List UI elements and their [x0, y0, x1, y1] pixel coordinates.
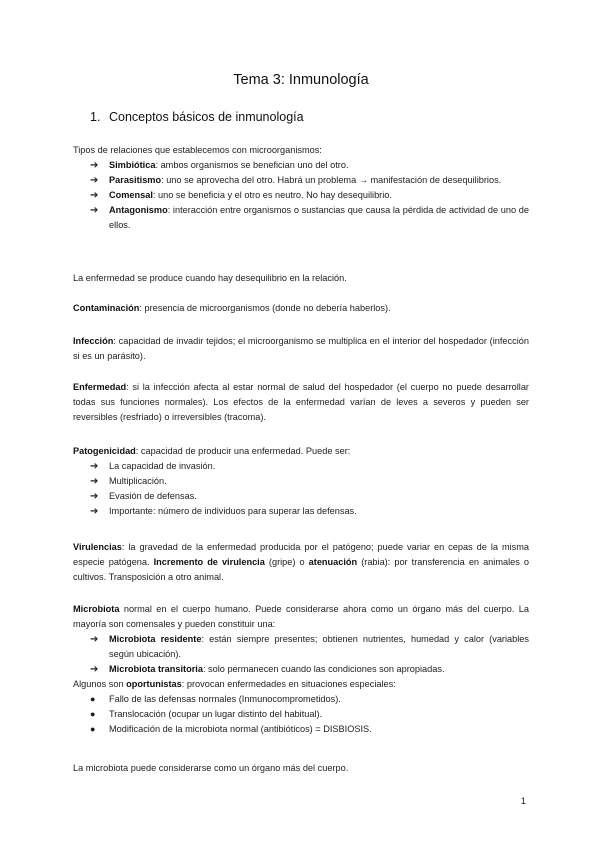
- arrow-icon: ➔: [90, 476, 99, 487]
- list-item: ➔ La capacidad de invasión.: [90, 461, 216, 472]
- disease-paragraph: La enfermedad se produce cuando hay desequilibrio en la relación.: [73, 273, 347, 283]
- arrow-icon: ➔: [90, 205, 99, 216]
- arrow-icon: ➔: [90, 634, 99, 645]
- list-item: ➔ Microbiota residente: están siempre presentes; obtienen nutrientes, humedad y calor (variables según ubicación).: [90, 634, 529, 659]
- relations-list: [73, 158, 529, 233]
- list-item: ● Fallo de las defensas normales (Inmunocomprometidos).: [73, 692, 529, 707]
- enfermedad-paragraph: Enfermedad: si la infección afecta al estar normal de salud del hospedador (el cuerpo no puede desarrollar todas sus funciones normales). Los efectos de la enfermedad varían de leves a severos y pueden ser reversibles (resfriado) o irreversibles (tracoma).: [73, 382, 529, 422]
- arrow-icon: ➔: [90, 160, 99, 171]
- oportunistas-line: Algunos son oportunistas: provocan enfermedades en situaciones especiales:: [73, 679, 396, 689]
- infeccion-paragraph: Infección: capacidad de invadir tejidos; el microorganismo se multiplica en el interior del hospedador (infección si es un parásito).: [73, 336, 529, 361]
- section-heading: [90, 110, 304, 125]
- list-item: ➔ Microbiota transitoria: solo permanecen cuando las condiciones son apropiadas.: [90, 664, 445, 675]
- list-item: ➔ Importante: número de individuos para superar las defensas.: [90, 506, 357, 517]
- arrow-icon: ➔: [90, 190, 99, 201]
- list-item: ● Translocación (ocupar un lugar distinto del habitual).: [73, 707, 529, 722]
- list-item: ➔ Antagonismo: interacción entre organismos o sustancias que causa la pérdida de actividad de uno de ellos.: [90, 205, 529, 230]
- arrow-icon: ➔: [90, 664, 99, 675]
- list-item: ➔ Simbiótica: ambos organismos se benefician uno del otro.: [90, 160, 349, 171]
- section-title: Conceptos básicos de inmunología: [109, 110, 304, 124]
- arrow-icon: ➔: [90, 461, 99, 472]
- relations-block: [73, 143, 529, 233]
- contaminacion-paragraph: Contaminación: presencia de microorganismos (donde no debería haberlos).: [73, 303, 391, 313]
- closing-paragraph: La microbiota puede considerarse como un órgano más del cuerpo.: [73, 763, 349, 773]
- list-item: ➔ Comensal: uno se beneficia y el otro es neutro. No hay desequilibrio.: [90, 190, 392, 201]
- list-item: ➔ Parasitismo: uno se aprovecha del otro. Habrá un problema → manifestación de desequilibrios.: [90, 175, 502, 186]
- arrow-icon: ➔: [90, 175, 99, 186]
- relations-intro: Tipos de relaciones que establecemos con microorganismos:: [73, 145, 322, 155]
- microbiota-block: Microbiota normal en el cuerpo humano. Puede considerarse ahora como un órgano más del cuerpo. La mayoría son comensales y pueden constituir una: ➔ Microbiota residente: están siempre presentes; obtienen nutrientes, humedad y calor (variables según ubicación). ➔ Microbiota transitoria: solo permanecen cuando las condiciones son apropiadas. Algunos son oportunistas: provocan enfermedades en situaciones especiales: ● Fallo de las defensas normales (Inmunocomprometidos). ● Translocación (ocupar un lugar distinto del habitual). ● Modificación de la microbiota normal (antibióticos) = DISBIOSIS.: [73, 602, 529, 737]
- arrow-icon: ➔: [90, 506, 99, 517]
- list-item: ➔ Multiplicación.: [90, 476, 167, 487]
- patogenicidad-block: Patogenicidad: capacidad de producir una enfermedad. Puede ser: ➔ La capacidad de invasión. ➔ Multiplicación. ➔ Evasión de defensas. ➔ Importante: número de individuos para superar las defensas.: [73, 444, 529, 519]
- bullet-icon: ●: [90, 724, 96, 734]
- virulencias-paragraph: Virulencias: la gravedad de la enfermedad producida por el patógeno; puede variar en cepas de la misma especie patógena. Incremento de virulencia (gripe) o atenuación (rabia): por transferencia en animales o cultivos. Transposición a otro animal.: [73, 542, 529, 582]
- bullet-icon: ●: [90, 709, 96, 719]
- list-item: ● Modificación de la microbiota normal (antibióticos) = DISBIOSIS.: [73, 722, 529, 737]
- page-number: 1: [520, 796, 526, 807]
- patogenicidad-list: [73, 459, 529, 519]
- list-item: ➔ Evasión de defensas.: [90, 491, 197, 502]
- section-number: 1.: [90, 110, 101, 124]
- arrow-icon: ➔: [90, 491, 99, 502]
- document-title: Tema 3: Inmunología: [233, 72, 369, 88]
- microbiota-list: [73, 632, 529, 677]
- oportunistas-list: [73, 692, 529, 737]
- bullet-icon: ●: [90, 694, 96, 704]
